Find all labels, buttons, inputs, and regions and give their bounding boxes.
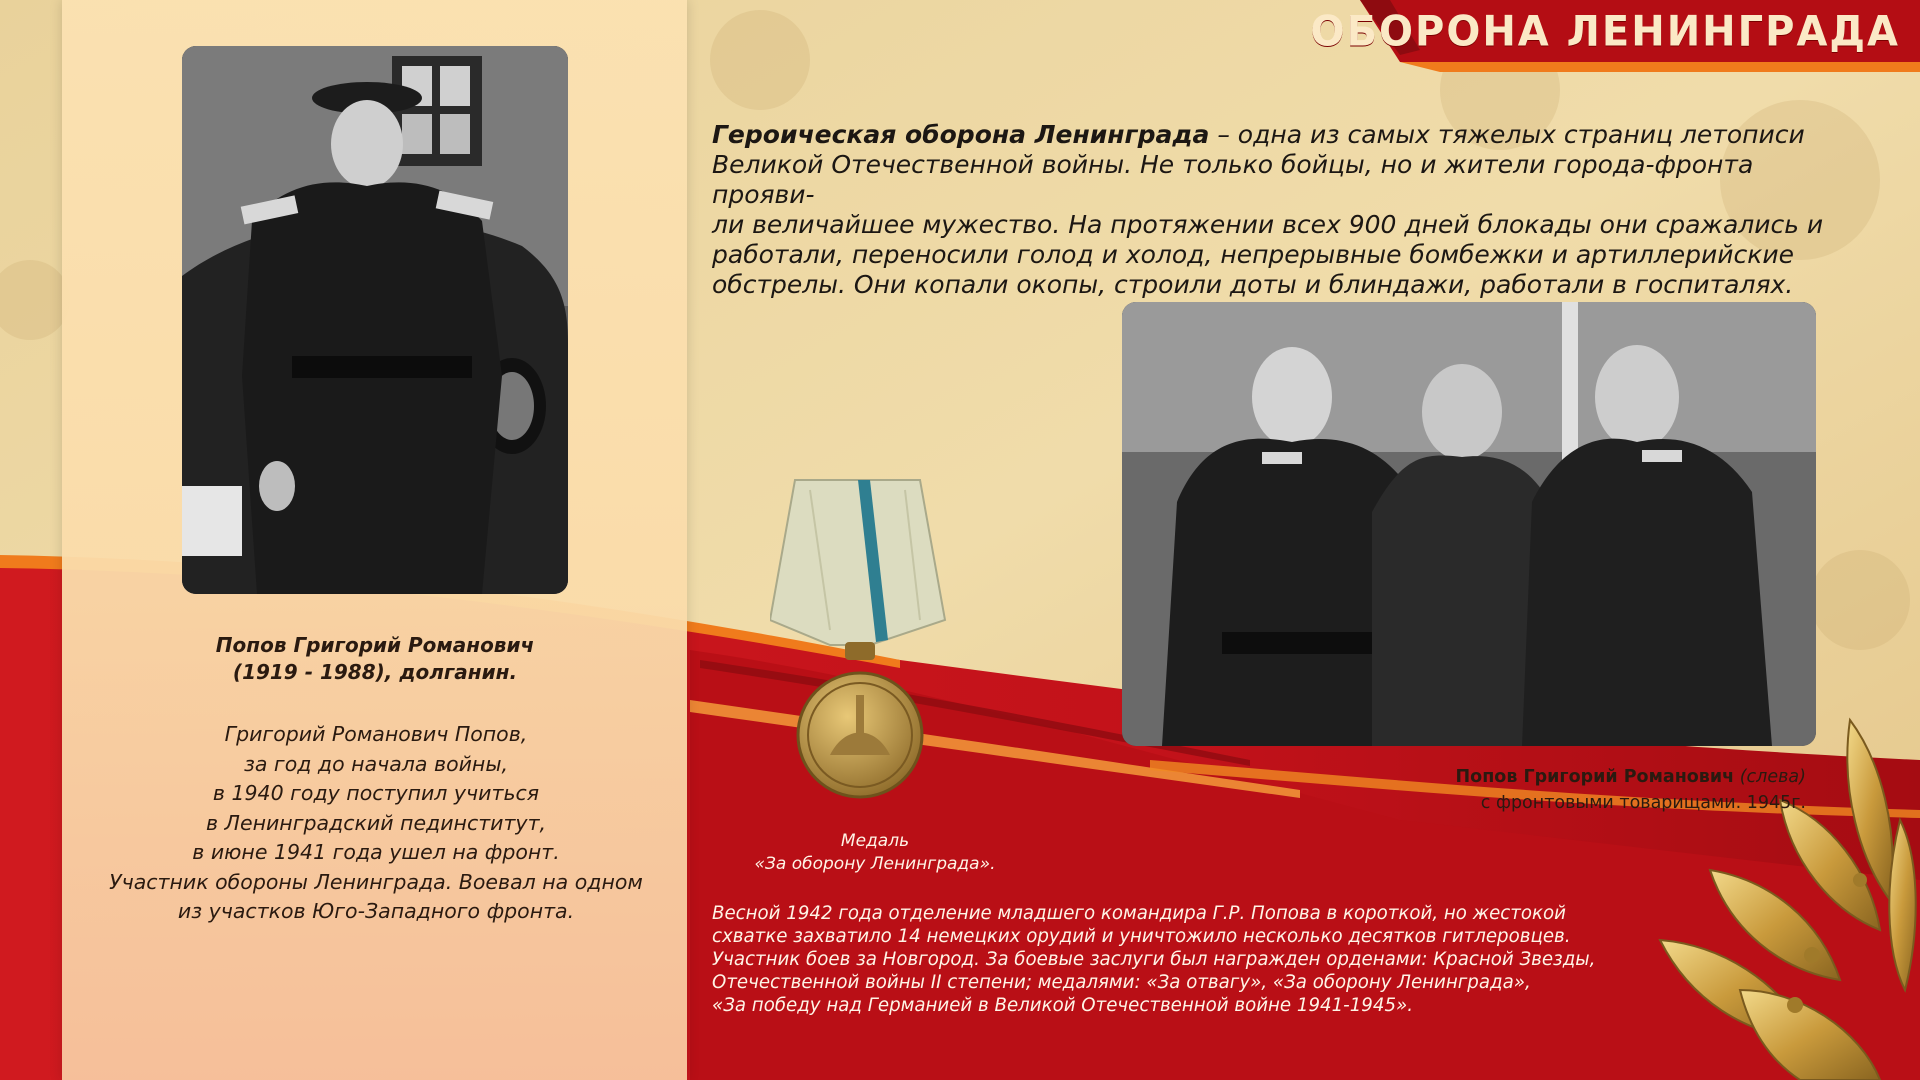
group-caption-name: Попов Григорий Романович — [1455, 767, 1735, 787]
portrait-caption-name: Попов Григорий Романович — [215, 633, 535, 657]
portrait-caption — [140, 632, 610, 686]
intro-line: ли величайшее мужество. На протяжении всех 900 дней блокады они сражались и — [712, 210, 1824, 239]
bio-line: за год до начала войны, — [243, 751, 509, 776]
intro-line: Великой Отечественной войны. Не только бойцы, но и жители города-фронта прояви- — [712, 150, 1754, 209]
bio-line: в Ленинградский пединститут, — [205, 810, 547, 835]
bio-line: Участник обороны Ленинграда. Воевал на одном — [109, 869, 643, 894]
group-caption-line2: с фронтовыми товарищами. 1945г. — [1480, 793, 1806, 813]
bottom-line: «За победу над Германией в Великой Отечественной войне 1941-1945». — [712, 995, 1414, 1016]
intro-line: работали, переносили голод и холод, непрерывные бомбежки и артиллерийские — [712, 240, 1794, 269]
medal-caption-line2: «За оборону Ленинграда». — [754, 854, 996, 874]
group-photo-caption — [1300, 764, 1806, 816]
group-photo — [1122, 302, 1816, 746]
bio-line: Григорий Романович Попов, — [224, 722, 528, 746]
bio-line: в июне 1941 года ушел на фронт. — [192, 840, 560, 864]
biography-text — [66, 720, 686, 927]
portrait-caption-years: (1919 - 1988), долганин. — [232, 660, 518, 684]
intro-paragraph — [712, 120, 1862, 300]
intro-lead: Героическая оборона Ленинграда — [712, 120, 1210, 149]
bio-line: из участков Юго-Западного фронта. — [177, 899, 575, 923]
medal-image — [770, 470, 950, 810]
bottom-line: схватке захватило 14 немецких орудий и уничтожило несколько десятков гитлеровцев. — [712, 926, 1571, 947]
bio-line: в 1940 году поступил учиться — [212, 781, 540, 805]
portrait-photo — [182, 46, 568, 594]
bottom-line: Участник боев за Новгород. За боевые заслуги был награжден орденами: Красной Звезды, — [712, 949, 1596, 970]
medal-caption-line1: Медаль — [840, 831, 910, 851]
intro-line: – одна из самых тяжелых страниц летописи — [1217, 120, 1805, 149]
bottom-line: Отечественной войны II степени; медалями: «За отвагу», «За оборону Ленинграда», — [712, 972, 1531, 993]
bottom-line: Весной 1942 года отделение младшего командира Г.Р. Попова в короткой, но жестокой — [712, 903, 1566, 924]
intro-line: обстрелы. Они копали окопы, строили доты и блиндажи, работали в госпиталях. — [712, 270, 1794, 299]
medal-caption — [730, 830, 1020, 876]
page-title: ОБОРОНА ЛЕНИНГРАДА — [1310, 7, 1900, 57]
bottom-paragraph — [712, 902, 1612, 1017]
group-caption-suffix: (слева) — [1734, 767, 1806, 787]
